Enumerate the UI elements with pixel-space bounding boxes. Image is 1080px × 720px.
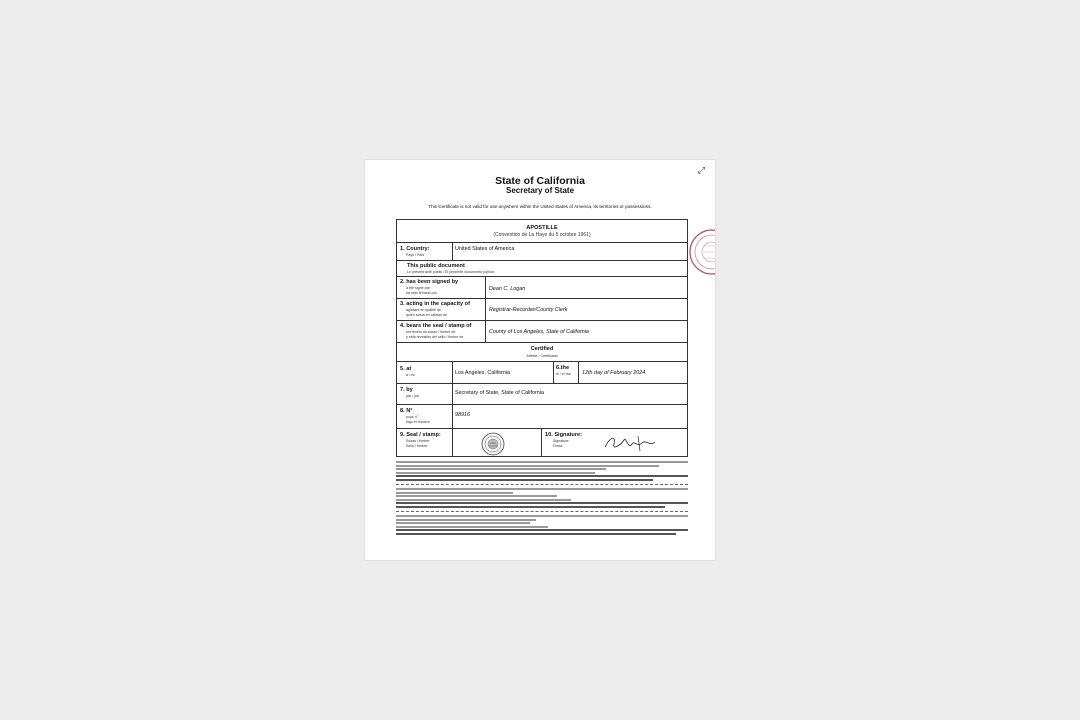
seal-of-row (397, 321, 687, 343)
apostille-heading: APOSTILLE (526, 225, 558, 231)
validity-notice: This Certificate is not valid for use anywhere within the United States of America, its territories or possessions. (428, 204, 652, 209)
number-label: 8. N° (400, 408, 413, 414)
apostille-document-page (365, 160, 715, 560)
number-value: 98916 (455, 412, 470, 418)
place-date-row (397, 362, 687, 384)
seal-signature-row (397, 429, 687, 456)
number-sub-es: bajo el número (406, 420, 430, 424)
public-document-sub: Le présent acte public / El presente documento público (407, 270, 495, 274)
expand-icon[interactable]: ⤢ (697, 165, 705, 175)
seal-of-sub-fr: est revêtu du sceau / timbre de (406, 330, 456, 334)
signed-by-sub-fr: a été signé par (406, 286, 430, 290)
issued-by-row (397, 384, 687, 405)
footnote-text (396, 461, 688, 537)
capacity-label: 3. acting in the capacity of (400, 301, 470, 307)
signed-by-row (397, 277, 687, 299)
number-sub-fr: sous n° (406, 415, 419, 419)
capacity-row (397, 299, 687, 321)
place-label: 5. at (400, 366, 412, 372)
country-sub: Pays / País (406, 253, 425, 257)
issued-by-sub: par / por (406, 394, 420, 398)
place-sub: à / en (406, 373, 415, 377)
capacity-sub-es: quien actúa en calidad de (406, 313, 447, 317)
great-seal-image (481, 432, 505, 456)
convention-note: (Convention de La Haye du 5 octobre 1961) (493, 232, 591, 238)
date-sub: le / el día (556, 372, 571, 376)
country-row (397, 243, 687, 261)
number-row (397, 405, 687, 429)
certified-row (397, 343, 687, 362)
issued-by-label: 7. by (400, 387, 413, 393)
signed-by-sub-es: ha sido firmado por (406, 291, 437, 295)
place-value: Los Angeles, California (455, 370, 511, 376)
seal-stamp-label: 9. Seal / stamp: (400, 432, 441, 438)
capacity-sub-fr: agissant en qualité de (406, 308, 441, 312)
document-title: State of California (495, 175, 585, 187)
signature-sub-es: Firma: (553, 444, 564, 448)
handwritten-signature (602, 432, 658, 454)
certified-sub: Attesté / Certificado (526, 354, 558, 358)
seal-stamp-sub-es: Sello / timbre: (406, 444, 428, 448)
country-label: 1. Country: (400, 246, 430, 252)
document-subtitle: Secretary of State (505, 186, 575, 195)
signed-by-value: Dean C. Logan (489, 286, 526, 292)
country-value: United States of America (455, 246, 515, 252)
signed-by-label: 2. has been signed by (400, 279, 459, 285)
certified-label: Certified (530, 346, 554, 352)
seal-of-label: 4. bears the seal / stamp of (400, 323, 472, 329)
seal-of-value: County of Los Angeles, State of California (489, 329, 589, 335)
public-document-label: This public document (407, 263, 465, 269)
apostille-form (396, 219, 688, 457)
date-value: 12th day of February 2024 (582, 370, 646, 376)
public-document-row (397, 261, 687, 277)
apostille-heading-row (397, 220, 687, 243)
date-label: 6.the (556, 365, 570, 371)
seal-stamp-sub-fr: Sceau / timbre: (406, 439, 431, 443)
issued-by-value: Secretary of State, State of California (455, 390, 544, 396)
signature-label: 10. Signature: (545, 432, 582, 438)
signature-sub-fr: Signature: (553, 439, 570, 443)
capacity-value: Registrar-Recorder/County Clerk (489, 307, 568, 313)
seal-of-sub-es: y está revestido del sello / timbre de (406, 335, 464, 339)
